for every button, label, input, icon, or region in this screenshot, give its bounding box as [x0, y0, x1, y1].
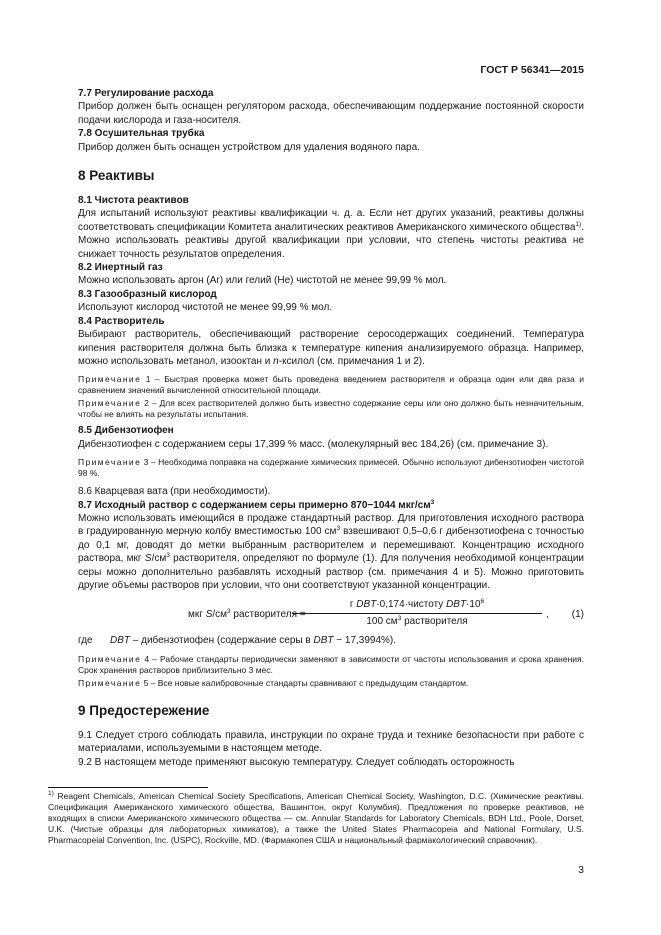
- footnote: $^{1)}$ Reagent Chemicals, American Chemical Society Specifications, American Chemical Society, Washington, D.C. (Химические реактивы. Спецификация Американского химического общества, Вашингтон, округ Колумбия). Предложения по проверке реактивов, не входящих в списки Американского химического общества — см. Annular Standards for Laboratory Chemicals, BDH Ltd., Poole, Dorset, U.K. (Чистые образцы для лабораторных химикатов), а также the United States Pharmacopeia and National Formulary, U.S. Pharmacopeial Convention, Inc. (USPC), Rockville, MD. (Фармакопея США и национальный фармакологический справочник).: [48, 790, 584, 845]
- heading-7-7: 7.7 Регулирование расхода: [78, 88, 214, 99]
- para-7-7: Прибор должен быть оснащен регулятором расхода, обеспечивающим поддержание постоянной скорости подачи кислорода и газа-носителя.: [78, 101, 584, 126]
- section-8-title: 8 Реактивы: [78, 168, 155, 184]
- page-body: [78, 87, 584, 769]
- formula-where: где DBT – дибензотиофен (содержание серы в DBT − 17,3994%).: [78, 635, 397, 647]
- para-8-6: 8.6 Кварцевая вата (при необходимости).: [78, 486, 271, 498]
- para-8-1: Для испытаний используют реактивы квалификации ч. д. а. Если нет других указаний, реактивы должны соответствовать спецификации Комитета аналитических реактивов Американского химического общества$^{1)}$. Можно использовать реактивы другой квалификации при условии, что степень чистоты реактива не снижает точность результатов определения.: [78, 208, 584, 260]
- section-9-title: 9 Предостережение: [78, 702, 210, 718]
- note-3: Примечание 3 – Необходима поправка на содержание химических примесей. Обычно используют дибензотиофен чистотой 98 %.: [78, 457, 584, 479]
- heading-8-7: 8.7 Исходный раствор с содержанием серы примерно 870−1044 мкг/$см^3$: [78, 498, 435, 511]
- formula-comma: ,: [546, 609, 549, 621]
- para-8-2: Можно использовать аргон (Ar) или гелий (He) чистотой не менее 99,99 % мол.: [78, 275, 447, 287]
- note-2: Примечание 2 – Для всех растворителей должно быть известно содержание серы или оно должно быть незначительным, чтобы не влиять на результаты испытания.: [78, 398, 584, 420]
- heading-8-3: 8.3 Газообразный кислород: [78, 288, 217, 300]
- page-number: 3: [578, 864, 584, 876]
- heading-8-4: 8.4 Растворитель: [78, 315, 165, 327]
- note-1: Примечание 1 – Быстрая проверка может быть проведена введением растворителя и образца один или два раза и сравнением значений вычисленной относительной площади.: [78, 374, 584, 396]
- standard-header: ГОСТ Р 56341—2015: [480, 64, 584, 76]
- para-7-8: Прибор должен быть оснащен устройством для удаления водяного пара.: [78, 141, 420, 153]
- heading-8-5: 8.5 Дибензотиофен: [78, 425, 174, 437]
- para-8-3: Используют кислород чистотой не менее 99,99 % мол.: [78, 302, 333, 314]
- heading-8-2: 8.2 Инертный газ: [78, 262, 163, 274]
- para-8-4: Выбирают растворитель, обеспечивающий растворение серосодержащих соединений. Температура кипения растворителя должна быть близка к температуре кипения анализируемого образца. Например, можно использовать метанол, изооктан и n-ксилол (см. примечания 1 и 2).: [78, 329, 584, 367]
- formula-1: [78, 598, 584, 628]
- formula-fraction: [292, 598, 542, 628]
- footnote-divider: [48, 787, 208, 788]
- heading-7-8: 7.8 Осушительная трубка: [78, 128, 205, 140]
- note-4: Примечание 4 – Рабочие стандарты периодически заменяют в зависимости от частоты использования и срока хранения. Срок хранения растворов приблизительно 3 мес.: [78, 653, 584, 675]
- formula-lhs: мкг $S/см^3$ растворителя =: [188, 608, 306, 621]
- formula-denominator: 100 $см^3$ растворителя: [366, 614, 468, 627]
- heading-8-1: 8.1 Чистота реактивов: [78, 195, 189, 207]
- para-9-1: 9.1 Следует строго соблюдать правила, инструкции по охране труда и технике безопасности при работе с материалами, используемыми в настоящем методе.: [78, 729, 584, 755]
- formula-number: (1): [571, 609, 584, 621]
- para-9-2: 9.2 В настоящем методе применяют высокую температуру. Следует соблюдать осторожность: [78, 756, 515, 768]
- note-5: Примечание 5 – Все новые калибровочные стандарты сравнивают с предыдущим стандартом.: [78, 677, 469, 688]
- para-8-7: Можно использовать имеющийся в продаже стандартный раствор. Для приготовления исходного раствора в градуированную мерную колбу вместимостью 100 $см^3$ взвешивают 0,5–0,6 г дибензотиофена с точностью до 0,1 мг, доводят до метки выбранным растворителем и перемешивают. Концентрацию исходного раствора, мкг $S/см^3$ растворителя, определяют по формуле (1). Для получения необходимой концентрации серы можно дополнительно разбавлять исходный раствор (см. примечания 4 и 5). Можно приготовить другие объемы растворов при условии, что они соответствуют указанной концентрации.: [78, 512, 584, 591]
- footnote-ref: 1): [575, 220, 582, 228]
- para-8-5: Дибензотиофен с содержанием серы 17,399 % масс. (молекулярный вес 184,26) (см. примечание 3).: [78, 438, 549, 450]
- formula-numerator: г DBT·0,174·чистоту $DBT\cdot 10^6$: [292, 598, 542, 613]
